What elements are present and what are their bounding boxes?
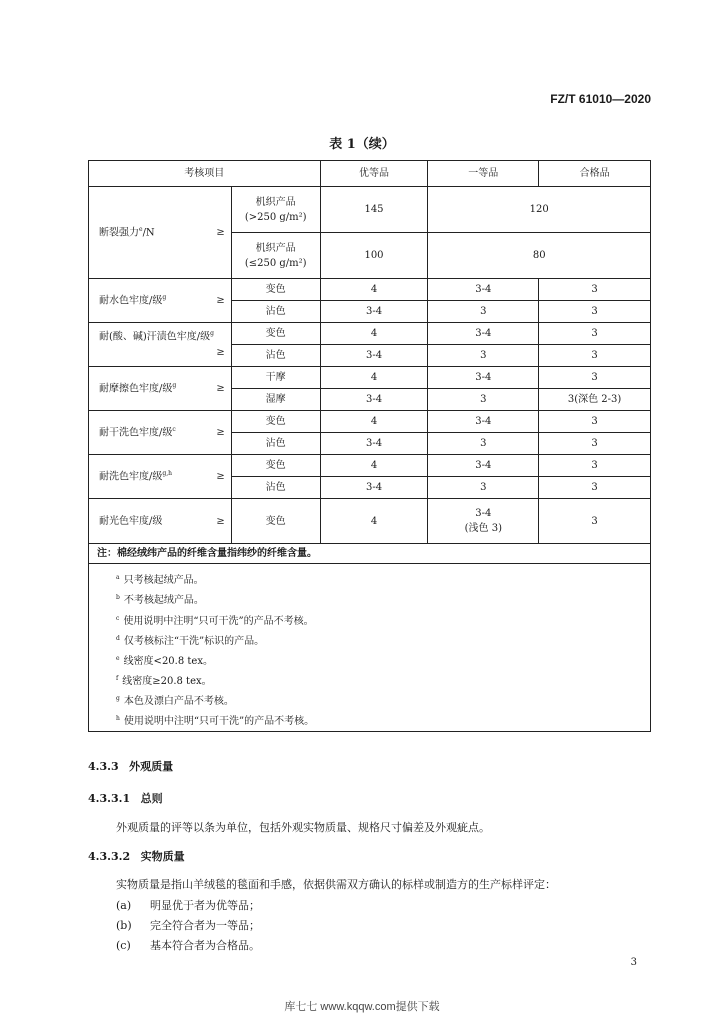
table-caption: 表 1（续） — [329, 137, 395, 152]
table-row — [89, 187, 651, 233]
table-cell: 3-4 — [320, 345, 428, 367]
section-heading-4-3-3-2: 4.3.3.2 实物质量 — [88, 850, 185, 863]
sub-item: 沾色 — [231, 345, 320, 367]
table-row — [89, 499, 651, 544]
table-cell: 3 — [539, 499, 651, 544]
table-cell: 145 — [320, 187, 428, 233]
table-cell: 3 — [428, 477, 539, 499]
table-cell: 120 — [428, 187, 651, 233]
table-cell: 3 — [539, 477, 651, 499]
table-note: 注：棉经绒纬产品的纤维含量指纬纱的纤维含量。 — [89, 544, 651, 564]
table-cell: 3 — [539, 345, 651, 367]
table-cell: 3-4 — [428, 367, 539, 389]
table-cell: 3 — [539, 455, 651, 477]
row-label-light: 耐光色牢度/级 ≥ — [89, 499, 232, 544]
row-label-water: 耐水色牢度/级$^g$ ≥ — [89, 279, 232, 323]
row-label-break: 断裂强力$^e$/N ≥ — [89, 187, 232, 279]
header-qualified: 合格品 — [539, 161, 651, 187]
table-row — [89, 323, 651, 345]
quality-table — [88, 160, 651, 564]
sub-item: 沾色 — [231, 433, 320, 455]
table-cell: 3-4 — [320, 301, 428, 323]
table-cell: 3-4 (浅色 3) — [428, 499, 539, 544]
row-label-wash: 耐洗色牢度/级$^{g,h}$ ≥ — [89, 455, 232, 499]
table-row — [89, 455, 651, 477]
list-item: (a) 明显优于者为优等品； — [116, 899, 260, 912]
sub-item: 沾色 — [231, 301, 320, 323]
table-cell: 3 — [539, 301, 651, 323]
sub-item: 机织产品 (≤250 g/m²) — [231, 233, 320, 279]
sub-item: 干摩 — [231, 367, 320, 389]
table-cell: 80 — [428, 233, 651, 279]
table-cell: 3 — [539, 279, 651, 301]
table-cell: 3 — [539, 367, 651, 389]
table-header-row — [89, 161, 651, 187]
row-label-sweat: 耐(酸、碱)汗渍色牢度/级$^g$ ≥ — [89, 323, 232, 367]
footnote-h: $^h$ 使用说明中注明“只可干洗”的产品不考核。 — [116, 714, 315, 727]
table-cell: 4 — [320, 499, 428, 544]
table-cell: 100 — [320, 233, 428, 279]
header-first: 一等品 — [428, 161, 539, 187]
sub-item: 机织产品 (>250 g/m²) — [231, 187, 320, 233]
footnote-a: $^a$ 只考核起绒产品。 — [116, 573, 204, 586]
section-heading-4-3-3-1: 4.3.3.1 总则 — [88, 792, 163, 805]
table-cell: 3-4 — [428, 323, 539, 345]
table-cell: 4 — [320, 323, 428, 345]
footnote-g: $^g$ 本色及漂白产品不考核。 — [116, 694, 234, 707]
sub-item: 变色 — [231, 323, 320, 345]
header-item: 考核项目 — [89, 161, 321, 187]
list-item: (c) 基本符合者为合格品。 — [116, 939, 260, 952]
table-cell: 4 — [320, 455, 428, 477]
table-row — [89, 367, 651, 389]
paragraph-general: 外观质量的评等以条为单位，包括外观实物质量、规格尺寸偏差及外观疵点。 — [116, 821, 490, 834]
sub-item: 变色 — [231, 411, 320, 433]
table-cell: 3-4 — [320, 433, 428, 455]
paragraph-physical-quality: 实物质量是指山羊绒毯的毯面和手感，依据供需双方确认的标样或制造方的生产标样评定： — [116, 878, 556, 891]
footnote-b: $^b$ 不考核起绒产品。 — [116, 593, 204, 606]
download-watermark[interactable]: 库七七 www.kqqw.com提供下载 — [284, 1001, 440, 1013]
table-note-row — [89, 544, 651, 564]
row-label-rub: 耐摩擦色牢度/级$^g$ ≥ — [89, 367, 232, 411]
sub-item: 变色 — [231, 455, 320, 477]
list-item: (b) 完全符合者为一等品； — [116, 919, 260, 932]
table-cell: 3-4 — [320, 477, 428, 499]
table-cell: 3 — [428, 301, 539, 323]
footnote-c: $^c$ 使用说明中注明“只可干洗”的产品不考核。 — [116, 614, 314, 627]
table-cell: 3 — [428, 389, 539, 411]
table-cell: 3-4 — [428, 455, 539, 477]
table-cell: 3-4 — [320, 389, 428, 411]
table-cell: 3 — [539, 433, 651, 455]
table-cell: 3-4 — [428, 279, 539, 301]
sub-item: 变色 — [231, 279, 320, 301]
table-cell: 4 — [320, 367, 428, 389]
sub-item: 变色 — [231, 499, 320, 544]
section-heading-4-3-3: 4.3.3 外观质量 — [88, 760, 174, 773]
table-cell: 4 — [320, 279, 428, 301]
page-number: 3 — [630, 957, 637, 968]
table-row — [89, 411, 651, 433]
footnote-f: $^f$ 线密度≥20.8 tex。 — [116, 674, 212, 687]
footnotes-box — [88, 564, 651, 732]
sub-item: 湿摩 — [231, 389, 320, 411]
table-cell: 3 — [539, 323, 651, 345]
table-row — [89, 279, 651, 301]
footnote-e: $^e$ 线密度<20.8 tex。 — [116, 654, 213, 667]
footnote-d: $^d$ 仅考核标注“干洗”标识的产品。 — [116, 634, 265, 647]
sub-item: 沾色 — [231, 477, 320, 499]
header-premium: 优等品 — [320, 161, 428, 187]
table-cell: 3-4 — [428, 411, 539, 433]
table-cell: 3(深色 2-3) — [539, 389, 651, 411]
document-code: FZ/T 61010—2020 — [550, 92, 651, 106]
table-cell: 4 — [320, 411, 428, 433]
row-label-dryclean: 耐干洗色牢度/级$^c$ ≥ — [89, 411, 232, 455]
table-cell: 3 — [539, 411, 651, 433]
table-cell: 3 — [428, 433, 539, 455]
table-cell: 3 — [428, 345, 539, 367]
